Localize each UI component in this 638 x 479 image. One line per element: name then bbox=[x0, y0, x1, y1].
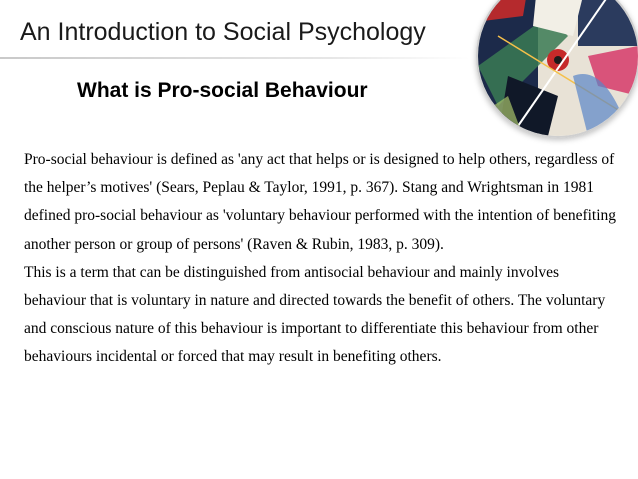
paragraph-distinction: This is a term that can be distinguished from antisocial behaviour and mainly involves behaviour that is voluntary in nature and directed towards the benefit of others. The voluntary and conscious nature of this behaviour is important to differentiate this behaviour from other behaviours incidental or forced that may result in benefiting others. bbox=[24, 263, 606, 366]
header-divider bbox=[0, 57, 470, 59]
paragraph-definition: Pro-social behaviour is defined as 'any act that helps or is designed to help others, regardless of the helper’s motives' (Sears, Peplau & Taylor, 1991, p. 367). Stang and Wrightsman in 1981 defined pro-social behaviour as 'voluntary behaviour performed with the intention of benefiting another person or group of persons' (Raven & Rubin, 1983, p. 309). bbox=[24, 151, 617, 253]
presentation-title: An Introduction to Social Psychology bbox=[20, 18, 426, 46]
abstract-painting-circle-icon bbox=[476, 0, 638, 138]
abstract-painting-art bbox=[478, 0, 638, 136]
body-text bbox=[24, 146, 624, 372]
slide-heading: What is Pro-social Behaviour bbox=[77, 79, 368, 102]
